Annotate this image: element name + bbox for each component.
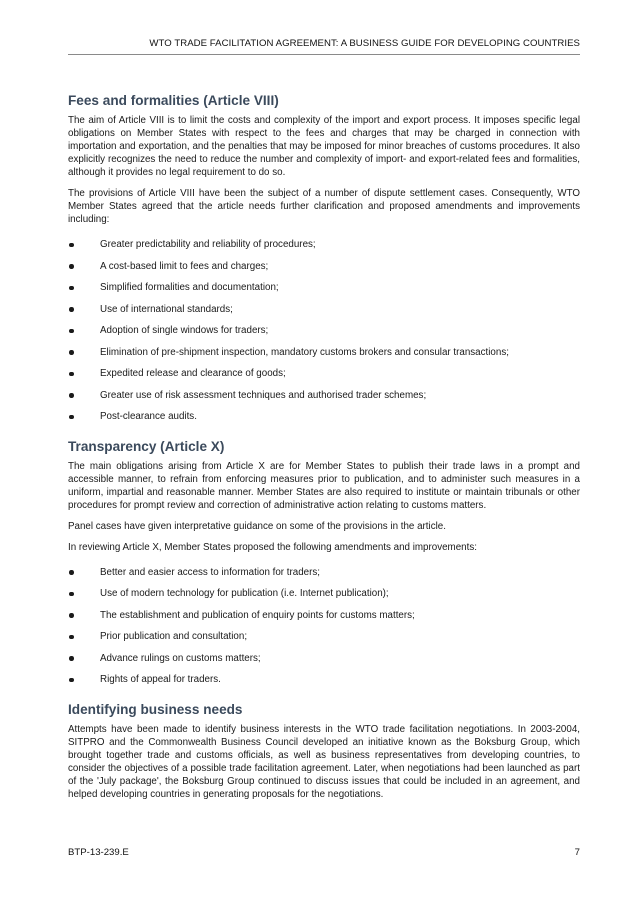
list-item — [68, 324, 580, 337]
list-item-text: Greater predictability and reliability of procedures; — [100, 239, 316, 250]
list-item — [68, 609, 580, 622]
bullet-icon — [69, 350, 74, 355]
list-item — [68, 281, 580, 294]
list-item-text: A cost-based limit to fees and charges; — [100, 260, 269, 272]
list-item — [68, 410, 580, 423]
section-heading-business-needs: Identifying business needs — [68, 701, 243, 717]
list-item-text: Prior publication and consultation; — [100, 631, 248, 642]
list-item-text: Simplified formalities and documentation; — [100, 282, 279, 293]
list-item-text: Elimination of pre-shipment inspection, mandatory customs brokers and consular transactions; — [100, 346, 509, 358]
paragraph: The main obligations arising from Article X are for Member States to publish their trade laws in a prompt and accessible manner, to refrain from enforcing measures prior to publication, and to administer such measures in a uniform, impartial and reasonable manner. Member States are also required to institute or maintain tribunals or other procedures for prompt review and correction of administrative action relating to customs matters. — [68, 460, 580, 511]
section-heading-fees: Fees and formalities (Article VIII) — [68, 93, 279, 108]
list-item-text: Better and easier access to information for traders; — [100, 566, 320, 578]
list-item-text: Advance rulings on customs matters; — [100, 652, 261, 664]
list-item — [68, 303, 580, 316]
list-item — [68, 238, 580, 251]
list-item — [68, 630, 580, 643]
list-item-text: Adoption of single windows for traders; — [100, 325, 269, 336]
footer-doc-code: BTP-13-239.E — [68, 847, 129, 858]
paragraph: Attempts have been made to identify business interests in the WTO trade facilitation negotiations. In 2003-2004, SITPRO and the Commonwealth Business Council developed an initiative known as the Boksburg Group, which brought together trade and customs officials, as well as business representatives from developing countries, to consider the objectives of a possible trade facilitation agreement. Later, when negotiations had been launched as part of the 'July package', the Boksburg Group continued to discuss issues that could be included in an agreement, and helped developing countries in generating proposals for the negotiations. — [68, 723, 580, 800]
bullet-icon — [69, 264, 74, 269]
header-rule — [68, 54, 580, 55]
paragraph: In reviewing Article X, Member States proposed the following amendments and improvements: — [68, 541, 477, 553]
bullet-icon — [69, 656, 74, 661]
bullet-icon — [69, 393, 74, 398]
bullet-icon — [69, 592, 74, 597]
paragraph: The aim of Article VIII is to limit the costs and complexity of the import and export process. It imposes specific legal obligations on Member States with respect to the fees and charges that may be charged in connection with importation and exportation, and the penalties that may be imposed for minor breaches of customs procedures. It also explicitly recognizes the need to reduce the number and complexity of import- and export-related fees and formalities, although it provides no legal requirement to do so. — [68, 115, 580, 178]
bullet-icon — [69, 243, 74, 248]
paragraph: Panel cases have given interpretative guidance on some of the provisions in the article. — [68, 520, 446, 532]
list-item-text: Use of modern technology for publication (i.e. Internet publication); — [100, 588, 389, 599]
list-item — [68, 566, 580, 579]
list-item-text: Use of international standards; — [100, 303, 233, 315]
page-content — [68, 92, 580, 809]
bullet-icon — [69, 415, 74, 420]
bullet-icon — [69, 635, 74, 640]
list-item — [68, 587, 580, 600]
section-heading-transparency: Transparency (Article X) — [68, 438, 225, 454]
list-item — [68, 367, 580, 380]
list-item-text: The establishment and publication of enquiry points for customs matters; — [100, 609, 415, 621]
bullet-icon — [69, 286, 74, 291]
bullet-icon — [69, 678, 74, 683]
list-item-text: Expedited release and clearance of goods; — [100, 368, 286, 379]
list-item — [68, 389, 580, 402]
bullet-icon — [69, 307, 74, 312]
list-item — [68, 673, 580, 686]
footer-page-number: 7 — [574, 847, 580, 858]
running-header: WTO TRADE FACILITATION AGREEMENT: A BUSINESS GUIDE FOR DEVELOPING COUNTRIES — [149, 38, 580, 49]
bullet-icon — [69, 329, 74, 334]
bullet-list-fees — [68, 238, 580, 423]
bullet-icon — [69, 570, 74, 575]
bullet-icon — [69, 613, 74, 618]
list-item — [68, 652, 580, 665]
list-item-text: Rights of appeal for traders. — [100, 674, 221, 685]
list-item-text: Post-clearance audits. — [100, 411, 197, 422]
list-item — [68, 260, 580, 273]
bullet-icon — [69, 372, 74, 377]
list-item — [68, 346, 580, 359]
bullet-list-transparency — [68, 566, 580, 687]
paragraph: The provisions of Article VIII have been the subject of a number of dispute settlement cases. Consequently, WTO Member States agreed that the article needs further clarification and proposed amendments and improvements including: — [68, 188, 580, 225]
list-item-text: Greater use of risk assessment techniques and authorised trader schemes; — [100, 389, 427, 401]
